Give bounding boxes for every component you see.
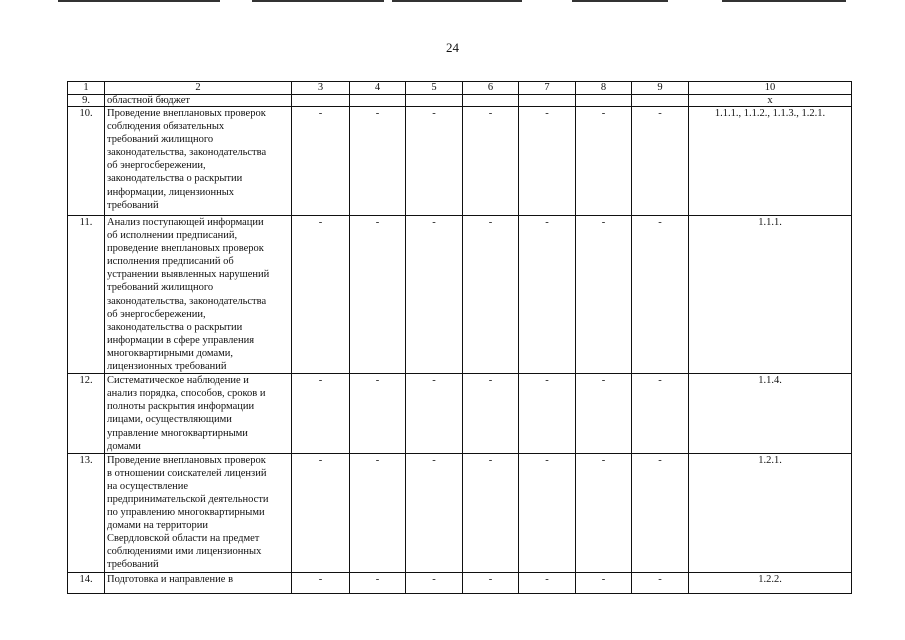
value-cell: - <box>463 572 519 593</box>
value-cell: - <box>632 572 689 593</box>
row-number: 13. <box>68 453 105 572</box>
value-cell <box>350 95 406 107</box>
value-cell: - <box>463 216 519 374</box>
row-number: 9. <box>68 95 105 107</box>
value-cell: - <box>632 107 689 216</box>
value-cell <box>576 95 632 107</box>
row-title: Проведение внеплановых проверок в отношении соискателей лицензий на осуществление предпринимательской деятельности по управлению многоквартирными домами на территории Свердловской области на предмет соблюдениями ими лицензионных требований <box>105 453 292 572</box>
value-cell: - <box>406 374 463 454</box>
header-cell: 4 <box>350 82 406 95</box>
value-cell: - <box>463 374 519 454</box>
header-cell: 7 <box>519 82 576 95</box>
value-cell: - <box>406 107 463 216</box>
row-title: Подготовка и направление в <box>105 572 292 593</box>
header-cell: 2 <box>105 82 292 95</box>
header-cell: 10 <box>689 82 852 95</box>
header-cell: 1 <box>68 82 105 95</box>
header-cell: 3 <box>292 82 350 95</box>
value-cell: - <box>519 107 576 216</box>
value-cell: - <box>350 216 406 374</box>
value-cell: - <box>292 374 350 454</box>
table-row <box>68 216 852 374</box>
value-cell: - <box>406 572 463 593</box>
row-number: 12. <box>68 374 105 454</box>
reference-cell: 1.2.2. <box>689 572 852 593</box>
value-cell: - <box>292 572 350 593</box>
value-cell: - <box>519 572 576 593</box>
reference-cell: x <box>689 95 852 107</box>
value-cell: - <box>632 374 689 454</box>
value-cell: - <box>576 572 632 593</box>
row-title: Систематическое наблюдение и анализ порядка, способов, сроков и полноты раскрытия информации лицами, осуществляющими управление многоквартирными домами <box>105 374 292 454</box>
value-cell: - <box>292 216 350 374</box>
value-cell <box>292 95 350 107</box>
value-cell: - <box>406 453 463 572</box>
value-cell: - <box>292 107 350 216</box>
table-row <box>68 95 852 107</box>
reference-cell: 1.1.1., 1.1.2., 1.1.3., 1.2.1. <box>689 107 852 216</box>
value-cell <box>632 95 689 107</box>
row-number: 14. <box>68 572 105 593</box>
value-cell: - <box>519 216 576 374</box>
value-cell: - <box>350 374 406 454</box>
value-cell: - <box>519 374 576 454</box>
value-cell: - <box>350 107 406 216</box>
value-cell: - <box>632 216 689 374</box>
table-row <box>68 107 852 216</box>
table-row <box>68 453 852 572</box>
value-cell: - <box>463 107 519 216</box>
table-row <box>68 572 852 593</box>
row-title: Проведение внеплановых проверок соблюдения обязательных требований жилищного законодательства, законодательства об энергосбережении, законодательства о раскрытии информации, лицензионных требований <box>105 107 292 216</box>
value-cell: - <box>292 453 350 572</box>
value-cell: - <box>576 107 632 216</box>
value-cell: - <box>463 453 519 572</box>
plan-table <box>67 81 852 594</box>
header-row <box>68 82 852 95</box>
value-cell: - <box>576 453 632 572</box>
row-number: 11. <box>68 216 105 374</box>
value-cell: - <box>632 453 689 572</box>
header-cell: 8 <box>576 82 632 95</box>
row-title: Анализ поступающей информации об исполнении предписаний, проведение внеплановых проверок исполнения предписаний об устранении выявленных нарушений требований жилищного законодательства, законодательства об энергосбережении, законодательства о раскрытии информации в сфере управления многоквартирными домами, лицензионных требований <box>105 216 292 374</box>
value-cell: - <box>576 216 632 374</box>
header-cell: 9 <box>632 82 689 95</box>
value-cell <box>519 95 576 107</box>
value-cell: - <box>406 216 463 374</box>
reference-cell: 1.1.4. <box>689 374 852 454</box>
top-scan-rule <box>0 0 905 2</box>
value-cell: - <box>350 572 406 593</box>
row-number: 10. <box>68 107 105 216</box>
row-title: областной бюджет <box>105 95 292 107</box>
reference-cell: 1.2.1. <box>689 453 852 572</box>
header-cell: 5 <box>406 82 463 95</box>
table-row <box>68 374 852 454</box>
value-cell: - <box>350 453 406 572</box>
value-cell <box>463 95 519 107</box>
header-cell: 6 <box>463 82 519 95</box>
value-cell: - <box>519 453 576 572</box>
page-number: 24 <box>446 40 459 55</box>
value-cell: - <box>576 374 632 454</box>
reference-cell: 1.1.1. <box>689 216 852 374</box>
value-cell <box>406 95 463 107</box>
